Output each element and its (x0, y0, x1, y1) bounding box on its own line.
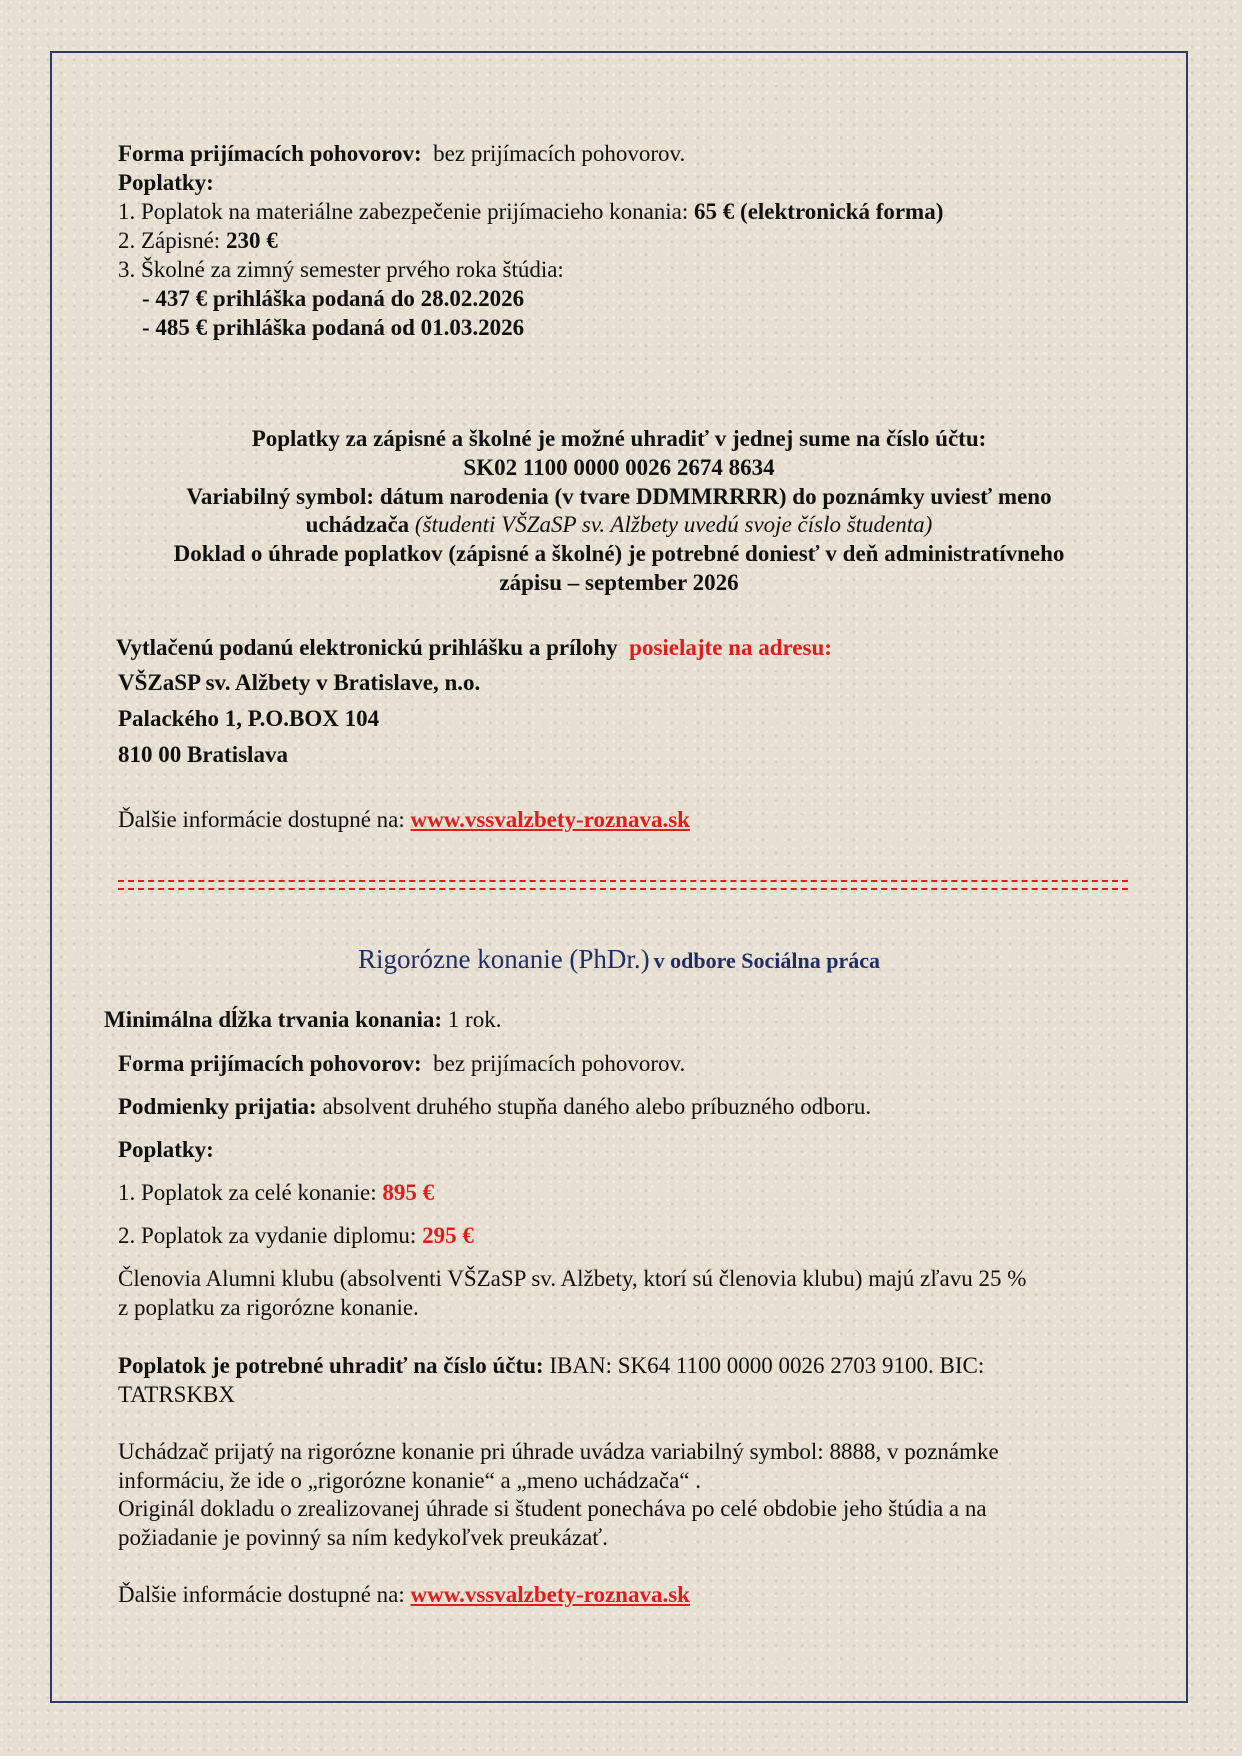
rigo-payment-label: Poplatok je potrebné uhradiť na číslo účtu: (118, 1353, 544, 1378)
rigo-payment-bic: TATRSKBX (118, 1382, 236, 1407)
address-line-city: 810 00 Bratislava (118, 742, 288, 767)
admission-interview-value: bez prijímacích pohovorov. (433, 141, 686, 166)
rigo-payment-row (118, 1351, 984, 1380)
rigo-fees-heading: Poplatky: (118, 1137, 214, 1162)
student-number-note: (študenti VŠZaSP sv. Alžbety uvedú svoje číslo študenta) (414, 512, 933, 537)
rigo-fee-procedure-label: 1. Poplatok za celé konanie: (118, 1180, 377, 1205)
rigo-fee-diploma-row (118, 1221, 474, 1250)
rigorosum-heading-main: Rigorózne konanie (PhDr.) (357, 944, 650, 974)
address-line-street: Palackého 1, P.O.BOX 104 (118, 706, 380, 731)
rigo-interview-value: bez prijímacích pohovorov. (433, 1051, 686, 1076)
rigo-interview-row: Forma prijímacích pohovorov: bez prijímacích pohovorov. (118, 1051, 686, 1076)
section-separator-lower (118, 888, 1128, 890)
more-info-text: Ďalšie informácie dostupné na: (118, 807, 405, 832)
conditions-value: absolvent druhého stupňa daného alebo príbuzného odboru. (322, 1094, 872, 1119)
rigo-note-line-1: Uchádzač prijatý na rigorózne konanie pri úhrade uvádza variabilný symbol: 8888, v poznámke (118, 1439, 999, 1464)
min-duration-value: 1 rok. (447, 1007, 502, 1032)
receipt-note-line-2: zápisu – september 2026 (499, 570, 739, 595)
more-info-row (118, 805, 690, 834)
fee-row-enrollment (118, 226, 278, 255)
rigorosum-heading-field: v odbore Sociálna práca (653, 948, 880, 973)
variable-symbol-line: Variabilný symbol: dátum narodenia (v tvare DDMMRRRR) do poznámky uviesť meno (186, 484, 1052, 509)
tuition-option-late: - 485 € prihláška podaná od 01.03.2026 (142, 315, 525, 340)
fee-materials-label: 1. Poplatok na materiálne zabezpečenie prijímacieho konania: (118, 199, 689, 224)
admission-interview-row: Forma prijímacích pohovorov: bez prijímacích pohovorov. (118, 141, 686, 166)
rigo-interview-label: Forma prijímacích pohovorov (118, 1051, 414, 1076)
section-separator (118, 880, 1128, 882)
alumni-discount-line: Členovia Alumni klubu (absolventi VŠZaSP sv. Alžbety, ktorí sú členovia klubu) majú zľavu 25 % (118, 1266, 1027, 1291)
rigo-note-line-4: požiadanie je povinný sa ním kedykoľvek preukázať. (118, 1525, 608, 1550)
address-line-institution: VŠZaSP sv. Alžbety v Bratislave, n.o. (118, 670, 481, 695)
mailing-intro-red: posielajte na adresu: (629, 635, 832, 660)
rigo-fee-diploma-label: 2. Poplatok za vydanie diplomu: (118, 1223, 417, 1248)
applicant-label: uchádzača (305, 512, 410, 537)
fee-enrollment-value: 230 € (225, 228, 278, 253)
rigo-note-line-3: Originál dokladu o zrealizovanej úhrade si študent ponecháva po celé obdobie jeho štúdia a na (118, 1496, 987, 1521)
fee-row-materials (118, 197, 943, 226)
conditions-label: Podmienky prijatia: (118, 1094, 317, 1119)
fee-row-tuition: 3. Školné za zimný semester prvého roka štúdia: (118, 257, 564, 282)
receipt-note-line: Doklad o úhrade poplatkov (zápisné a školné) je potrebné doniesť v deň administratívneho (173, 541, 1065, 566)
mailing-intro (116, 633, 832, 662)
admission-interview-label: Forma prijímacích pohovorov (118, 141, 414, 166)
rigorosum-heading (50, 944, 1188, 975)
website-link-2[interactable]: www.vssvalzbety-roznava.sk (410, 1582, 690, 1607)
alumni-discount-line-2: z poplatku za rigorózne konanie. (118, 1295, 419, 1320)
min-duration-row (104, 1005, 501, 1034)
conditions-row (118, 1092, 871, 1121)
rigo-fee-procedure-value: 895 € (382, 1180, 435, 1205)
payment-info-line: Poplatky za zápisné a školné je možné uhradiť v jednej sume na číslo účtu: (251, 426, 987, 451)
rigo-fee-procedure-row (118, 1178, 434, 1207)
payment-account-number: SK02 1100 0000 0026 2674 8634 (463, 455, 775, 480)
min-duration-label: Minimálna dĺžka trvania konania: (104, 1007, 443, 1032)
website-link[interactable]: www.vssvalzbety-roznava.sk (410, 807, 690, 832)
rigo-payment-iban: IBAN: SK64 1100 0000 0026 2703 9100. BIC: (549, 1353, 985, 1378)
mailing-intro-text: Vytlačenú podanú elektronickú prihlášku a prílohy (116, 635, 618, 660)
more-info-text-2: Ďalšie informácie dostupné na: (118, 1582, 405, 1607)
fee-materials-value: 65 € (elektronická forma) (694, 199, 944, 224)
variable-symbol-line-2 (50, 510, 1188, 539)
tuition-option-early: - 437 € prihláška podaná do 28.02.2026 (142, 286, 525, 311)
fees-heading: Poplatky: (118, 170, 214, 195)
rigo-fee-diploma-value: 295 € (422, 1223, 474, 1248)
fee-enrollment-label: 2. Zápisné: (118, 228, 221, 253)
rigo-note-line-2: informáciu, že ide o „rigorózne konanie“ a „meno uchádzača“ . (118, 1468, 701, 1493)
more-info-row-2 (118, 1580, 690, 1609)
